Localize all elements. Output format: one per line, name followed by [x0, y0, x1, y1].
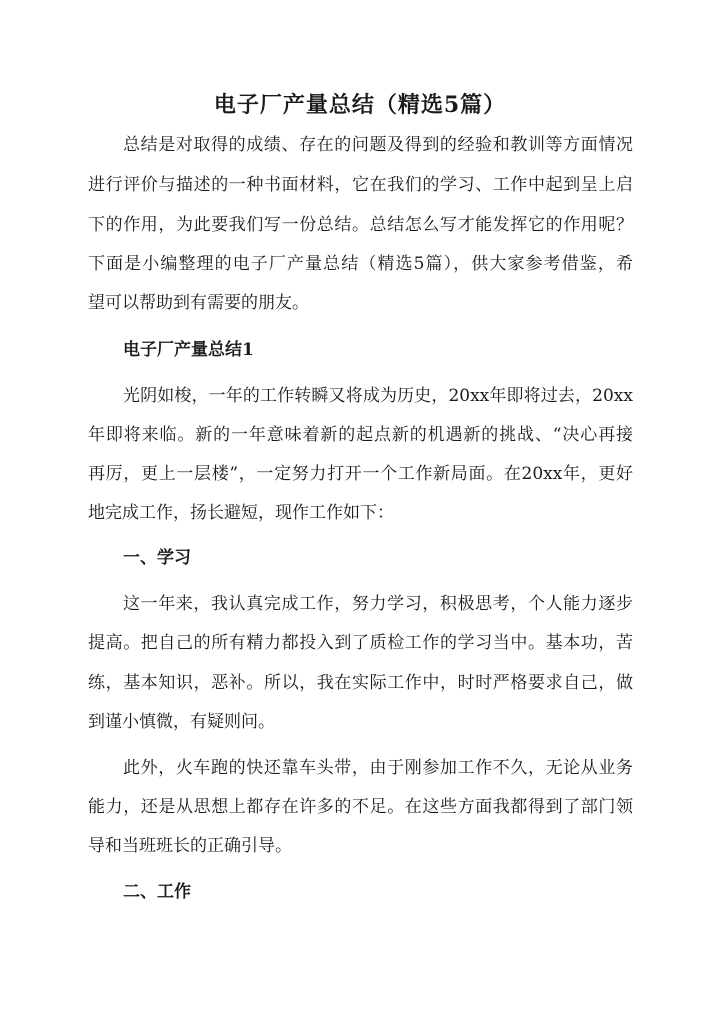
intro-line-3: 下的作用，为此要我们写一份总结。总结怎么写才能发挥它的作用呢？ — [88, 215, 633, 235]
para3-line-1: 此外，火车跑的快还靠车头带，由于刚参加工作不久，无论从业务 — [123, 758, 633, 778]
heading-study: 一、学习 — [123, 548, 191, 568]
para1-line-2: 年即将来临。新的一年意味着新的起点新的机遇新的挑战、“决心再接 — [88, 425, 633, 445]
para3-line-3: 导和当班班长的正确引导。 — [88, 836, 292, 856]
para1-line-3: 再厉，更上一层楼”，一定努力打开一个工作新局面。在20xx年，更好 — [88, 464, 633, 484]
para3-line-2: 能力，还是从思想上都存在许多的不足。在这些方面我都得到了部门领 — [88, 797, 633, 817]
document-title: 电子厂产量总结（精选5篇） — [213, 92, 507, 118]
para1-line-1: 光阴如梭，一年的工作转瞬又将成为历史，20xx年即将过去，20xx — [123, 386, 633, 406]
intro-line-4: 下面是小编整理的电子厂产量总结（精选5篇），供大家参考借鉴，希 — [88, 254, 633, 274]
heading-work: 二、工作 — [123, 882, 191, 902]
para2-line-3: 练，基本知识，恶补。所以，我在实际工作中，时时严格要求自己，做 — [88, 673, 633, 693]
para1-line-4: 地完成工作，扬长避短，现作工作如下： — [88, 503, 394, 523]
intro-line-2: 进行评价与描述的一种书面材料，它在我们的学习、工作中起到呈上启 — [88, 175, 633, 195]
section-title: 电子厂产量总结1 — [123, 340, 254, 360]
para2-line-4: 到谨小慎微，有疑则问。 — [88, 712, 275, 732]
para2-line-2: 提高。把自己的所有精力都投入到了质检工作的学习当中。基本功，苦 — [88, 633, 633, 653]
intro-line-1: 总结是对取得的成绩、存在的问题及得到的经验和教训等方面情况 — [123, 135, 633, 155]
intro-line-5: 望可以帮助到有需要的朋友。 — [88, 293, 309, 313]
para2-line-1: 这一年来，我认真完成工作，努力学习，积极思考，个人能力逐步 — [123, 594, 633, 614]
